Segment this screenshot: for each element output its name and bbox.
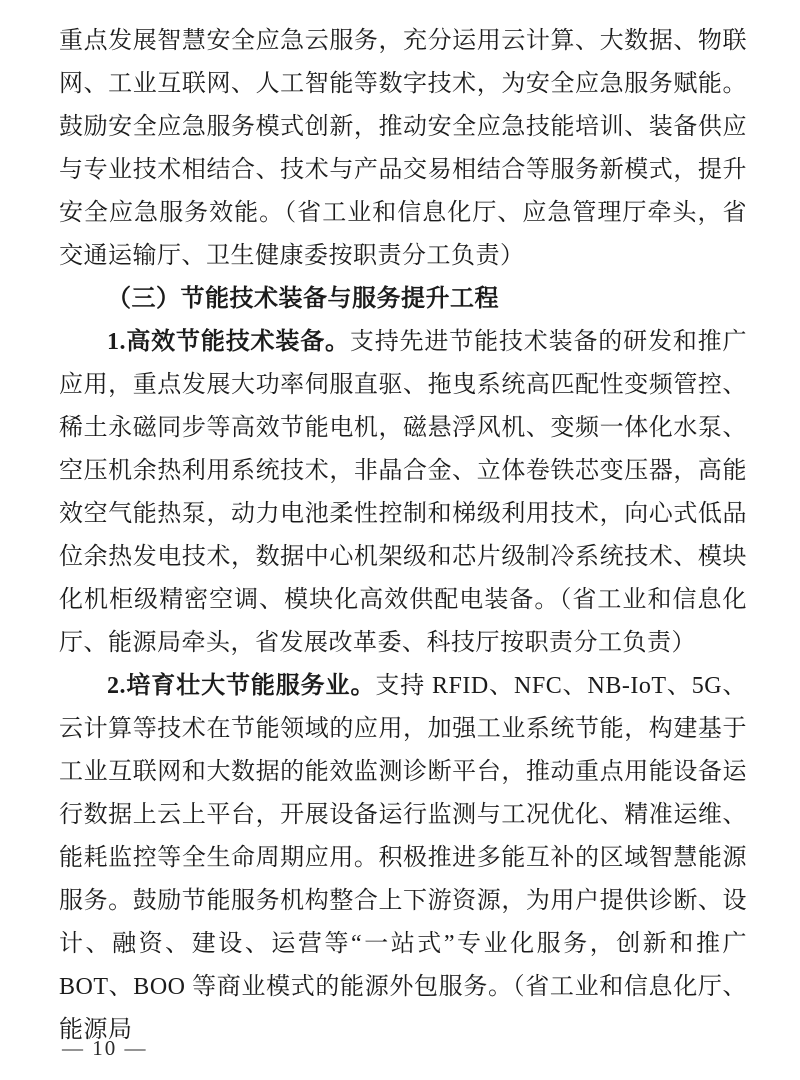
item-2-lead: 2.培育壮大节能服务业。 (107, 673, 376, 699)
section-heading-text: （三）节能技术装备与服务提升工程 (107, 286, 499, 312)
paragraph-item-2 (59, 665, 747, 1052)
item-1-lead: 1.高效节能技术装备。 (107, 329, 350, 355)
section-heading (59, 278, 747, 321)
page-footer (62, 1036, 148, 1060)
document-body (59, 20, 747, 1052)
paragraph-text: 重点发展智慧安全应急云服务，充分运用云计算、大数据、物联网、工业互联网、人工智能等数字技术，为安全应急服务赋能。鼓励安全应急服务模式创新，推动安全应急技能培训、装备供应与专业技术相结合、技术与产品交易相结合等服务新模式，提升安全应急服务效能。（省工业和信息化厅、应急管理厅牵头，省交通运输厅、卫生健康委按职责分工负责） (59, 28, 747, 269)
item-1-text: 支持先进节能技术装备的研发和推广应用，重点发展大功率伺服直驱、拖曳系统高匹配性变频管控、稀土永磁同步等高效节能电机，磁悬浮风机、变频一体化水泵、空压机余热利用系统技术，非晶合金、立体卷铁芯变压器，高能效空气能热泵，动力电池柔性控制和梯级利用技术，向心式低品位余热发电技术，数据中心机架级和芯片级制冷系统技术、模块化机柜级精密空调、模块化高效供配电装备。（省工业和信息化厅、能源局牵头，省发展改革委、科技厅按职责分工负责） (59, 329, 748, 656)
item-2-text: 支持 RFID、NFC、NB-IoT、5G、云计算等技术在节能领域的应用，加强工业系统节能，构建基于工业互联网和大数据的能效监测诊断平台，推动重点用能设备运行数据上云上平台，开展设备运行监测与工况优化、精准运维、能耗监控等全生命周期应用。积极推进多能互补的区域智慧能源服务。鼓励节能服务机构整合上下游资源，为用户提供诊断、设计、融资、建设、运营等“一站式”专业化服务，创新和推广 BOT、BOO 等商业模式的能源外包服务。（省工业和信息化厅、能源局 (59, 673, 748, 1043)
paragraph-continuation (59, 20, 747, 278)
page-number: — 10 — (62, 1036, 148, 1060)
paragraph-item-1 (59, 321, 747, 665)
